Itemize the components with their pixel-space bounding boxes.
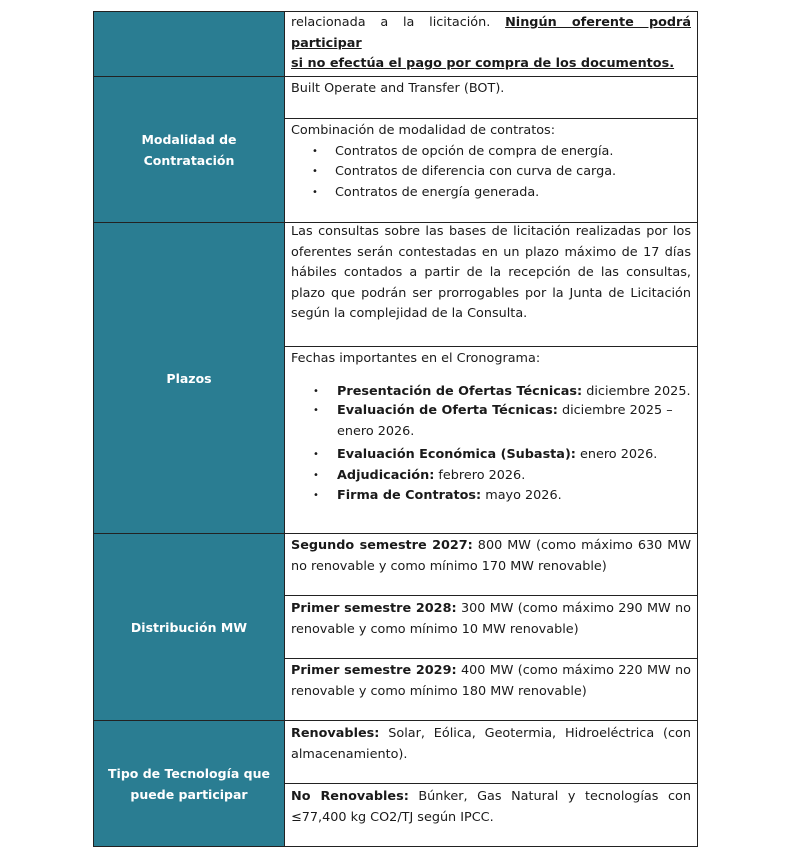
modalidad-bot-cell [291,79,691,100]
list-item: • Contratos de opción de compra de energía. [291,142,691,163]
renovables-title: Renovables: [291,726,380,741]
label-tecnologia-text: Tipo de Tecnología que puede participar [108,765,270,802]
cronograma-intro: Fechas importantes en el Cronograma: [291,351,541,366]
distribucion-2029-title: Primer semestre 2029: [291,663,457,678]
continuation-text: relacionada a la licitación. [291,15,506,30]
distribucion-2027-title: Segundo semestre 2027: [291,538,473,553]
modalidad-intro: Combinación de modalidad de contratos: [291,123,556,138]
continuation-cell [291,13,691,75]
label-modalidad [94,77,285,222]
renovables-text: Solar, Eólica, Geotermia, Hidroeléctrica (con almacenamiento). [291,726,691,762]
no-renovables-title: No Renovables: [291,789,409,804]
distribucion-cell-2029 [291,661,691,702]
label-tecnologia [94,721,285,846]
distribucion-cell-2027 [291,536,691,577]
list-item: • Firma de Contratos: mayo 2026. [291,486,691,507]
label-distribucion-text: Distribución MW [130,619,248,635]
distribucion-2028-title: Primer semestre 2028: [291,601,457,616]
label-plazos-text: Plazos [166,370,212,386]
label-plazos [94,223,285,533]
plazos-consultas-text: Las consultas sobre las bases de licitación realizadas por los oferentes serán contestadas en un plazo máximo de 17 días hábiles contados a partir de la recepción de las consultas, plazo que podrán ser prorrogables por la Junta de Licitación según la complejidad de la Consulta. [291,224,691,321]
distribucion-2029-text: 400 MW (como máximo 220 MW no renovable y como mínimo 180 MW renovable) [291,663,691,699]
licitacion-table [93,11,698,847]
list-item: • Contratos de energía generada. [291,183,691,204]
modalidad-list [291,142,691,204]
continuation-bold-underlined-1: Ningún oferente podrá participar [291,15,691,51]
distribucion-2028-text: 300 MW (como máximo 290 MW no renovable y como mínimo 10 MW renovable) [291,601,691,637]
list-item: • Evaluación de Oferta Técnicas: diciembre 2025 – enero 2026. [291,401,691,442]
continuation-bold-underlined-2: si no efectúa el pago por compra de los documentos. [291,56,675,71]
list-item: • Evaluación Económica (Subasta): enero 2026. [291,445,691,466]
modalidad-combinacion-cell [291,121,691,203]
distribucion-2027-text: 800 MW (como máximo 630 MW no renovable y como mínimo 170 MW renovable) [291,538,691,574]
list-item: • Contratos de diferencia con curva de carga. [291,162,691,183]
plazos-cronograma-cell [291,349,691,507]
no-renovables-text: Búnker, Gas Natural y tecnologías con ≤77,400 kg CO2/TJ según IPCC. [291,789,691,825]
list-item: • Presentación de Ofertas Técnicas: diciembre 2025. [291,382,691,403]
label-distribucion [94,534,285,720]
tecnologia-renovables-cell [291,724,691,765]
tecnologia-no-renovables-cell [291,787,691,828]
modalidad-bot-text: Built Operate and Transfer (BOT). [291,81,505,96]
distribucion-cell-2028 [291,599,691,640]
label-modalidad-text: Modalidad de Contratación [141,131,237,168]
plazos-consultas-cell [291,222,691,325]
cronograma-list [291,382,691,507]
label-cell-continuation [94,12,285,76]
list-item: • Adjudicación: febrero 2026. [291,466,691,487]
